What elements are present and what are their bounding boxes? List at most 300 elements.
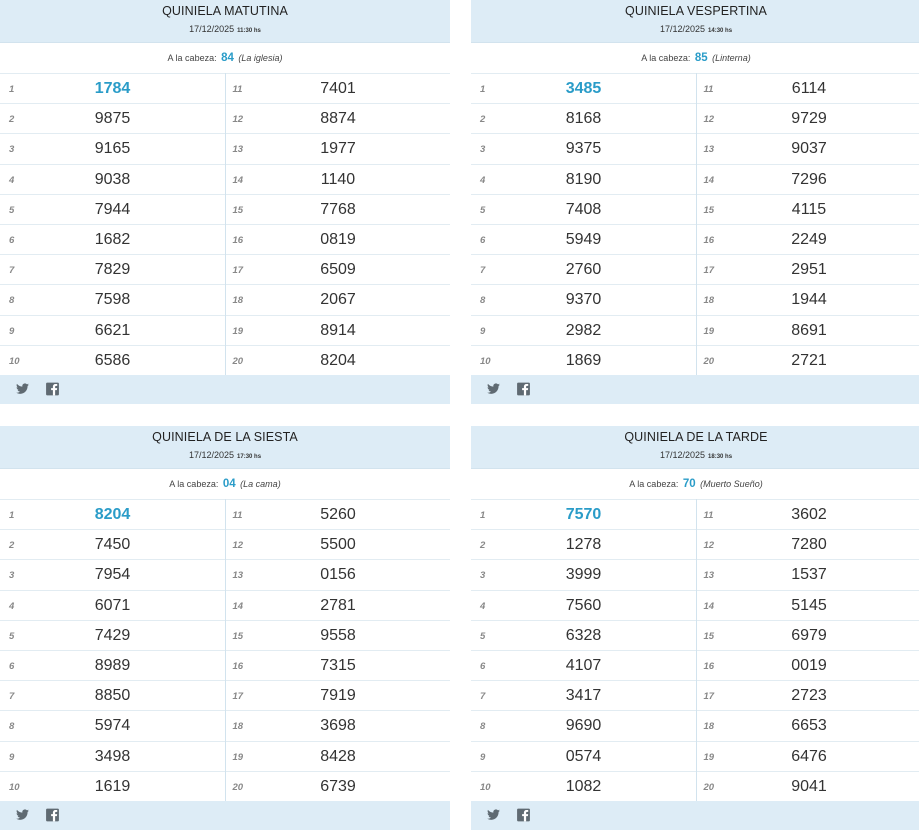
result-number: 5500 bbox=[320, 536, 356, 554]
result-number: 9041 bbox=[791, 777, 827, 795]
result-position: 1 bbox=[9, 84, 15, 95]
result-row bbox=[0, 650, 225, 680]
result-position: 2 bbox=[480, 540, 486, 552]
result-position: 18 bbox=[232, 721, 244, 733]
cabeza-summary bbox=[0, 468, 450, 499]
result-number: 3485 bbox=[565, 80, 602, 97]
result-position: 9 bbox=[9, 325, 15, 337]
result-position: 10 bbox=[9, 355, 20, 367]
result-number: 7408 bbox=[565, 200, 602, 218]
result-position: 2 bbox=[9, 114, 15, 126]
result-row bbox=[697, 315, 919, 345]
result-row bbox=[226, 224, 451, 254]
result-row bbox=[697, 194, 919, 224]
result-position: 19 bbox=[232, 751, 244, 763]
result-position: 17 bbox=[232, 265, 244, 277]
result-position: 1 bbox=[480, 510, 486, 521]
result-row bbox=[0, 315, 225, 345]
facebook-icon[interactable] bbox=[45, 808, 60, 822]
result-row bbox=[0, 103, 225, 133]
results-column-right bbox=[696, 499, 919, 801]
result-position: 20 bbox=[703, 355, 715, 367]
result-row bbox=[226, 345, 451, 375]
result-position: 12 bbox=[703, 540, 715, 552]
result-row bbox=[471, 315, 696, 345]
result-number: 9558 bbox=[320, 626, 356, 644]
result-number: 9690 bbox=[565, 717, 602, 735]
result-row bbox=[226, 284, 451, 314]
result-row bbox=[226, 771, 451, 801]
result-position: 14 bbox=[703, 600, 715, 612]
results-grid bbox=[471, 73, 919, 375]
result-number: 8989 bbox=[94, 656, 131, 674]
result-number: 2067 bbox=[320, 291, 356, 309]
result-position: 16 bbox=[232, 234, 244, 246]
result-row bbox=[471, 345, 696, 375]
result-position: 20 bbox=[232, 781, 244, 793]
draw-time: 11:30 hs bbox=[237, 28, 261, 34]
result-number: 7954 bbox=[94, 566, 131, 584]
draw-header bbox=[0, 0, 450, 42]
result-row bbox=[0, 590, 225, 620]
result-position: 15 bbox=[703, 204, 715, 216]
cabeza-summary bbox=[471, 42, 919, 73]
result-position: 3 bbox=[9, 570, 15, 582]
draw-header bbox=[471, 426, 919, 468]
result-row bbox=[697, 345, 919, 375]
result-number: 8204 bbox=[94, 506, 131, 523]
result-position: 9 bbox=[480, 325, 486, 337]
cabeza-label: A la cabeza: bbox=[641, 53, 691, 63]
results-grid bbox=[0, 73, 450, 375]
result-number: 8190 bbox=[565, 170, 602, 188]
result-position: 14 bbox=[232, 600, 244, 612]
result-position: 7 bbox=[9, 265, 15, 277]
result-number: 7315 bbox=[320, 656, 356, 674]
result-position: 17 bbox=[703, 265, 715, 277]
share-bar bbox=[0, 375, 450, 403]
result-row bbox=[471, 529, 696, 559]
result-number: 2721 bbox=[791, 351, 827, 369]
result-row bbox=[697, 771, 919, 801]
result-position: 10 bbox=[480, 781, 491, 793]
draw-title: QUINIELA DE LA SIESTA bbox=[152, 430, 298, 444]
draw-header bbox=[471, 0, 919, 42]
result-number: 4107 bbox=[565, 656, 602, 674]
draw-date: 17/12/2025 bbox=[189, 24, 235, 34]
result-row bbox=[697, 741, 919, 771]
twitter-icon[interactable] bbox=[486, 382, 501, 396]
result-row bbox=[471, 284, 696, 314]
result-number: 3698 bbox=[320, 717, 356, 735]
result-position: 18 bbox=[703, 721, 715, 733]
result-position: 19 bbox=[232, 325, 244, 337]
result-number: 2951 bbox=[791, 261, 827, 279]
result-number: 7570 bbox=[565, 506, 602, 523]
result-number: 8914 bbox=[320, 321, 356, 339]
result-number: 1977 bbox=[320, 140, 356, 158]
draw-date: 17/12/2025 bbox=[659, 450, 706, 460]
draw-datetime bbox=[0, 24, 450, 34]
result-position: 3 bbox=[9, 144, 15, 156]
result-position: 6 bbox=[9, 234, 15, 246]
result-position: 1 bbox=[9, 510, 15, 521]
result-row bbox=[0, 710, 225, 740]
result-row bbox=[226, 499, 451, 529]
result-position: 16 bbox=[703, 234, 715, 246]
result-row bbox=[226, 164, 451, 194]
facebook-icon[interactable] bbox=[516, 382, 531, 396]
result-number: 9875 bbox=[94, 110, 131, 128]
result-position: 2 bbox=[480, 114, 486, 126]
result-number: 9038 bbox=[94, 170, 131, 188]
result-number: 6586 bbox=[94, 351, 131, 369]
result-number: 0574 bbox=[565, 747, 602, 765]
result-row bbox=[471, 741, 696, 771]
draw-date: 17/12/2025 bbox=[188, 450, 235, 460]
result-position: 4 bbox=[9, 600, 15, 612]
result-row bbox=[226, 741, 451, 771]
result-row bbox=[226, 315, 451, 345]
results-column-left bbox=[471, 499, 696, 801]
result-row bbox=[697, 224, 919, 254]
result-number: 2781 bbox=[320, 596, 356, 614]
result-row bbox=[697, 680, 919, 710]
result-row bbox=[471, 620, 696, 650]
result-row bbox=[697, 620, 919, 650]
result-row bbox=[697, 710, 919, 740]
result-row bbox=[471, 710, 696, 740]
draw-panel-vespertina bbox=[471, 0, 919, 404]
draw-datetime bbox=[471, 450, 919, 460]
result-row bbox=[226, 710, 451, 740]
result-row bbox=[0, 284, 225, 314]
result-number: 9370 bbox=[565, 291, 602, 309]
results-grid bbox=[471, 499, 919, 801]
result-number: 9729 bbox=[791, 110, 827, 128]
result-position: 20 bbox=[703, 781, 715, 793]
result-row bbox=[0, 741, 225, 771]
result-number: 8874 bbox=[320, 110, 356, 128]
result-position: 8 bbox=[480, 295, 486, 307]
result-row bbox=[0, 164, 225, 194]
result-position: 9 bbox=[9, 751, 15, 763]
twitter-icon[interactable] bbox=[15, 382, 30, 396]
result-row bbox=[697, 590, 919, 620]
cabeza-meaning: (Muerto Sueño) bbox=[700, 479, 763, 489]
result-number: 7450 bbox=[94, 536, 131, 554]
cabeza-meaning: (La iglesia) bbox=[238, 53, 283, 63]
result-position: 7 bbox=[480, 691, 486, 703]
result-row bbox=[226, 620, 451, 650]
share-bar bbox=[471, 375, 919, 403]
result-number: 9165 bbox=[94, 140, 131, 158]
result-row bbox=[226, 103, 451, 133]
draw-date: 17/12/2025 bbox=[659, 24, 706, 34]
cabeza-number: 04 bbox=[222, 478, 236, 490]
result-row bbox=[0, 680, 225, 710]
result-position: 17 bbox=[703, 691, 715, 703]
result-row bbox=[0, 620, 225, 650]
result-position: 12 bbox=[232, 114, 244, 126]
result-number: 6739 bbox=[320, 777, 356, 795]
result-row bbox=[226, 529, 451, 559]
result-number: 2982 bbox=[565, 321, 602, 339]
result-row bbox=[697, 133, 919, 163]
result-position: 6 bbox=[480, 660, 486, 672]
result-position: 11 bbox=[232, 84, 243, 95]
result-number: 1944 bbox=[791, 291, 827, 309]
draw-time: 14:30 hs bbox=[708, 28, 733, 34]
result-number: 2249 bbox=[791, 230, 827, 248]
result-row bbox=[697, 529, 919, 559]
result-position: 20 bbox=[232, 355, 244, 367]
cabeza-number: 85 bbox=[694, 52, 708, 64]
result-position: 7 bbox=[9, 691, 15, 703]
result-position: 4 bbox=[480, 174, 486, 186]
result-number: 0819 bbox=[320, 230, 356, 248]
result-number: 1537 bbox=[791, 566, 827, 584]
results-column-right bbox=[225, 73, 451, 375]
result-row bbox=[226, 133, 451, 163]
result-row bbox=[697, 103, 919, 133]
result-position: 15 bbox=[232, 204, 244, 216]
result-row bbox=[697, 164, 919, 194]
result-row bbox=[226, 650, 451, 680]
result-row bbox=[471, 194, 696, 224]
result-number: 8428 bbox=[320, 747, 356, 765]
result-row bbox=[471, 559, 696, 589]
cabeza-number: 70 bbox=[682, 478, 696, 490]
result-number: 6509 bbox=[320, 261, 356, 279]
result-position: 13 bbox=[232, 144, 244, 156]
result-number: 1082 bbox=[565, 777, 602, 795]
draw-datetime bbox=[0, 450, 450, 460]
result-row bbox=[471, 590, 696, 620]
result-number: 0156 bbox=[320, 566, 356, 584]
result-position: 8 bbox=[480, 721, 486, 733]
result-number: 0019 bbox=[791, 656, 827, 674]
result-row bbox=[471, 499, 696, 529]
result-row bbox=[0, 529, 225, 559]
result-row bbox=[226, 680, 451, 710]
result-position: 16 bbox=[232, 660, 244, 672]
cabeza-summary bbox=[0, 42, 450, 73]
result-position: 2 bbox=[9, 540, 15, 552]
result-number: 3999 bbox=[565, 566, 602, 584]
result-position: 10 bbox=[480, 355, 491, 367]
result-number: 6071 bbox=[94, 596, 131, 614]
result-number: 7829 bbox=[94, 261, 131, 279]
result-row bbox=[697, 499, 919, 529]
result-position: 7 bbox=[480, 265, 486, 277]
result-number: 7598 bbox=[94, 291, 131, 309]
result-position: 14 bbox=[232, 174, 244, 186]
result-row bbox=[471, 224, 696, 254]
results-column-right bbox=[696, 73, 919, 375]
result-row bbox=[0, 771, 225, 801]
draw-header bbox=[0, 426, 450, 468]
result-number: 6114 bbox=[791, 80, 827, 97]
cabeza-meaning: (La cama) bbox=[240, 479, 281, 489]
facebook-icon[interactable] bbox=[45, 382, 60, 396]
cabeza-meaning: (Linterna) bbox=[712, 53, 751, 63]
share-bar bbox=[0, 801, 450, 829]
result-position: 6 bbox=[480, 234, 486, 246]
result-position: 6 bbox=[9, 660, 15, 672]
result-number: 5949 bbox=[565, 230, 602, 248]
twitter-icon[interactable] bbox=[486, 808, 501, 822]
result-position: 14 bbox=[703, 174, 715, 186]
result-position: 3 bbox=[480, 570, 486, 582]
result-number: 6653 bbox=[791, 717, 827, 735]
result-number: 3417 bbox=[565, 687, 602, 705]
result-number: 6476 bbox=[791, 747, 827, 765]
result-number: 2723 bbox=[791, 687, 827, 705]
result-row bbox=[697, 559, 919, 589]
results-grid bbox=[0, 499, 450, 801]
result-position: 8 bbox=[9, 721, 15, 733]
result-number: 7401 bbox=[320, 80, 356, 97]
result-row bbox=[226, 590, 451, 620]
result-position: 10 bbox=[9, 781, 20, 793]
result-number: 3498 bbox=[94, 747, 131, 765]
result-row bbox=[0, 254, 225, 284]
result-number: 8850 bbox=[94, 687, 131, 705]
result-position: 3 bbox=[480, 144, 486, 156]
result-row bbox=[0, 133, 225, 163]
result-position: 1 bbox=[480, 84, 486, 95]
result-position: 15 bbox=[703, 630, 715, 642]
result-number: 8204 bbox=[320, 351, 356, 369]
result-row bbox=[0, 345, 225, 375]
draw-time: 17:30 hs bbox=[237, 454, 262, 460]
result-number: 1278 bbox=[565, 536, 602, 554]
result-position: 12 bbox=[703, 114, 715, 126]
result-position: 5 bbox=[480, 204, 486, 216]
result-number: 1784 bbox=[94, 80, 131, 97]
result-row bbox=[697, 284, 919, 314]
result-row bbox=[697, 254, 919, 284]
result-number: 7560 bbox=[565, 596, 602, 614]
result-row bbox=[471, 650, 696, 680]
result-row bbox=[471, 254, 696, 284]
results-column-left bbox=[471, 73, 696, 375]
cabeza-number: 84 bbox=[221, 52, 234, 64]
result-position: 13 bbox=[703, 570, 715, 582]
result-row bbox=[471, 164, 696, 194]
result-number: 8168 bbox=[565, 110, 602, 128]
result-number: 9375 bbox=[565, 140, 602, 158]
draw-panel-siesta bbox=[0, 426, 450, 830]
result-row bbox=[0, 499, 225, 529]
result-number: 7944 bbox=[94, 200, 131, 218]
result-number: 3602 bbox=[791, 506, 827, 523]
result-number: 5145 bbox=[791, 596, 827, 614]
result-number: 1869 bbox=[565, 351, 602, 369]
result-position: 11 bbox=[703, 84, 714, 95]
result-row bbox=[226, 254, 451, 284]
draw-title: QUINIELA VESPERTINA bbox=[625, 4, 767, 18]
result-position: 5 bbox=[9, 204, 15, 216]
result-position: 11 bbox=[703, 510, 714, 521]
cabeza-label: A la cabeza: bbox=[167, 53, 217, 63]
result-number: 7768 bbox=[320, 200, 356, 218]
result-position: 13 bbox=[232, 570, 244, 582]
result-position: 4 bbox=[9, 174, 15, 186]
result-position: 12 bbox=[232, 540, 244, 552]
result-position: 5 bbox=[9, 630, 15, 642]
result-row bbox=[0, 559, 225, 589]
result-number: 4115 bbox=[791, 200, 827, 218]
result-position: 5 bbox=[480, 630, 486, 642]
result-row bbox=[0, 194, 225, 224]
result-number: 7296 bbox=[791, 170, 827, 188]
draw-time: 18:30 hs bbox=[708, 454, 733, 460]
result-row bbox=[471, 771, 696, 801]
result-position: 19 bbox=[703, 751, 715, 763]
result-row bbox=[226, 73, 451, 103]
result-position: 4 bbox=[480, 600, 486, 612]
results-column-left bbox=[0, 499, 225, 801]
result-position: 11 bbox=[232, 510, 243, 521]
cabeza-summary bbox=[471, 468, 919, 499]
result-position: 13 bbox=[703, 144, 715, 156]
result-number: 7429 bbox=[94, 626, 131, 644]
result-position: 18 bbox=[703, 295, 715, 307]
result-row bbox=[471, 680, 696, 710]
result-number: 6621 bbox=[94, 321, 131, 339]
draw-title: QUINIELA DE LA TARDE bbox=[624, 430, 768, 444]
result-position: 16 bbox=[703, 660, 715, 672]
results-column-right bbox=[225, 499, 451, 801]
result-row bbox=[471, 73, 696, 103]
result-row bbox=[0, 224, 225, 254]
result-row bbox=[226, 194, 451, 224]
facebook-icon[interactable] bbox=[516, 808, 531, 822]
draw-title: QUINIELA MATUTINA bbox=[162, 4, 288, 18]
result-row bbox=[226, 559, 451, 589]
result-number: 9037 bbox=[791, 140, 827, 158]
draw-panel-matutina bbox=[0, 0, 450, 404]
result-position: 9 bbox=[480, 751, 486, 763]
result-number: 5260 bbox=[320, 506, 356, 523]
results-column-left bbox=[0, 73, 225, 375]
result-number: 1619 bbox=[94, 777, 131, 795]
result-number: 2760 bbox=[565, 261, 602, 279]
draw-panel-tarde bbox=[471, 426, 919, 830]
cabeza-label: A la cabeza: bbox=[629, 479, 679, 489]
result-row bbox=[697, 650, 919, 680]
result-position: 19 bbox=[703, 325, 715, 337]
twitter-icon[interactable] bbox=[15, 808, 30, 822]
result-position: 15 bbox=[232, 630, 244, 642]
draw-datetime bbox=[471, 24, 919, 34]
result-row bbox=[471, 103, 696, 133]
result-position: 17 bbox=[232, 691, 244, 703]
result-number: 7919 bbox=[320, 687, 356, 705]
result-number: 6328 bbox=[565, 626, 602, 644]
result-row bbox=[0, 73, 225, 103]
result-number: 5974 bbox=[94, 717, 131, 735]
result-position: 8 bbox=[9, 295, 15, 307]
result-number: 6979 bbox=[791, 626, 827, 644]
cabeza-label: A la cabeza: bbox=[169, 479, 219, 489]
result-row bbox=[697, 73, 919, 103]
result-row bbox=[471, 133, 696, 163]
result-number: 1682 bbox=[94, 230, 131, 248]
share-bar bbox=[471, 801, 919, 829]
